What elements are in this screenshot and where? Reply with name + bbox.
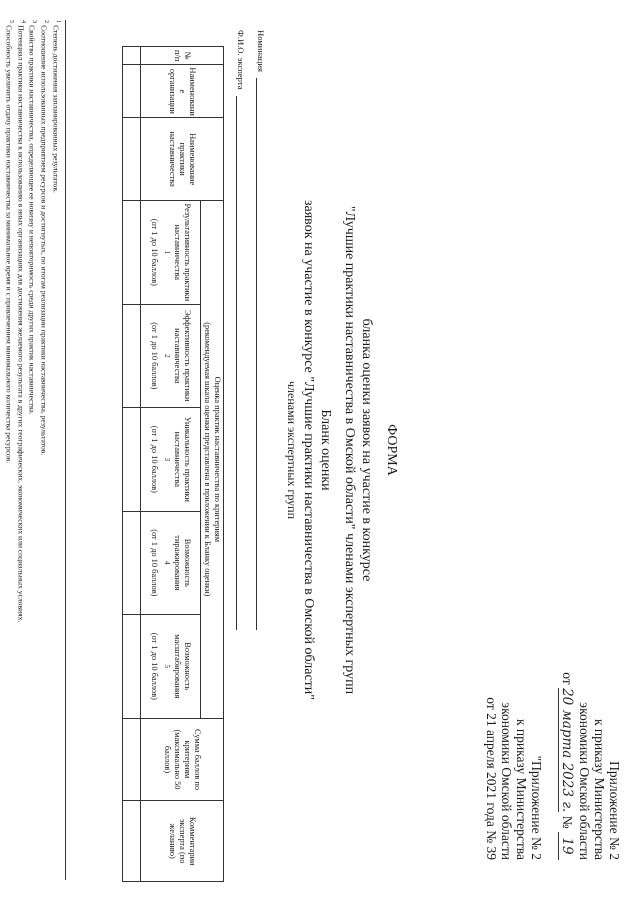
form-title-line1: ФОРМА [384,424,399,476]
appendix-new-date-row [558,590,575,860]
footnote-4-text: Потенциал практики наставничества к использованию в иных организациях для достижения желаемого результата в других географических, экономических или социальных условиях. [15,25,25,623]
criterion-1-scale: (от 1 до 10 баллов) [149,218,159,286]
criterion-2-name: Эффективность практики наставничества [173,310,193,402]
expert-line[interactable] [236,96,237,630]
number-prefix: № [560,815,575,829]
expert-label: Ф.И.О. эксперта [236,30,246,90]
footnote-2 [39,20,51,880]
appendix-old-line1: "Приложение № 2 [529,755,544,860]
blank-title-line1: Бланк оценки [318,409,333,491]
footnote-5-text: Способность увеличить отдачу практики наставничества за минимальное время и с привлечением минимального количества ресурсов. [4,25,14,464]
criterion-3-name: Уникальность практики наставничества [173,416,193,502]
footnote-3 [28,20,40,880]
form-title-line3: "Лучшие практики наставничества в Омской области" членами экспертных групп [342,205,357,695]
table-row [123,47,141,882]
criterion-1-sup: 1 [163,250,172,255]
footnote-1 [51,20,63,880]
criterion-4-name: Возможность тиражирования [173,535,193,591]
appendix-old [484,620,544,860]
evaluation-table [122,46,224,882]
nomination-line[interactable] [256,78,257,630]
blank-title-line2: заявок на участие в конкурсе "Лучшие практики наставничества в Омской области" [301,200,316,700]
form-title [341,130,400,770]
cell[interactable] [123,511,141,615]
criterion-4-sup: 4 [163,561,172,565]
form-title-line2: бланка оценки заявок на участие в конкурсе [359,318,374,582]
criterion-1-name: Результативность практики наставничества [173,203,193,302]
footnote-1-num: 1 [55,20,62,24]
nomination-row [256,30,270,630]
cell[interactable] [123,718,141,801]
header-practice: Наименование практики наставничества [141,118,224,201]
header-criterion-5 [141,615,201,719]
footnote-5 [4,20,16,880]
header-sum: Сумма баллов по критериям (максимально 50 баллов) [141,718,224,801]
cell[interactable] [123,201,141,305]
expert-row [236,30,250,630]
appendix-new [558,590,622,860]
header-criterion-3 [141,408,201,512]
header-comments: Комментарии эксперта (по желанию) [141,801,224,882]
footnote-2-num: 2 [43,20,51,24]
footnote-3-num: 3 [31,20,39,24]
criterion-3-scale: (от 1 до 10 баллов) [149,425,159,493]
blank-title-line3: членами экспертных групп [285,380,299,520]
header-criterion-1 [141,201,201,305]
handwritten-number: 19 [558,832,574,860]
criterion-4-scale: (от 1 до 10 баллов) [149,529,159,597]
footnote-5-num: 5 [7,20,15,24]
cell[interactable] [123,118,141,201]
appendix-old-line2: к приказу Министерства [514,718,529,860]
appendix-old-line3: экономики Омской области [499,702,514,860]
criterion-5-scale: (от 1 до 10 баллов) [149,632,159,700]
appendix-old-line4: от 21 апреля 2021 года № 39 [484,697,499,860]
cell[interactable] [123,801,141,882]
appendix-new-line3: экономики Омской области [577,702,592,860]
footnotes [4,20,66,880]
fields [236,30,270,630]
header-org: Наименовани е организации [141,65,224,118]
footnote-2-text: Соотношение использованных предприятием ресурсов и достигнутых, по итогам реализации практики наставничества, результатов. [39,25,49,456]
criterion-5-sup: 5 [163,664,172,669]
criteria-group-subtitle: (рекомендуемая шкала оценки представлена в приложении к Бланку оценки) [203,322,212,597]
header-criteria-group [201,201,224,719]
date-prefix: от [560,672,575,685]
cell[interactable] [123,304,141,408]
handwritten-date: 20 марта 2023 г. [559,688,575,813]
appendix-new-line2: к приказу Министерства [592,718,607,860]
nomination-label: Номинация [256,30,266,72]
blank-title [283,130,334,770]
criterion-2-sup: 2 [163,354,172,358]
cell[interactable] [123,615,141,719]
header-criterion-4 [141,511,201,615]
footnote-1-text: Степень достижения запланированных результатов. [51,25,61,193]
footnote-4 [16,20,28,880]
criteria-group-title: Оценка практик наставничества по критериям [213,376,222,542]
cell[interactable] [123,47,141,65]
criterion-3-sup: 3 [163,457,172,462]
header-criterion-2 [141,304,201,408]
header-num: № п/п [141,47,224,65]
footnote-3-text: Свойство практики наставничества, определяющее ее новизну и неповторимость среди других практик наставничества. [27,25,37,415]
footnote-4-num: 4 [19,20,27,24]
cell[interactable] [123,65,141,118]
criterion-2-scale: (от 1 до 10 баллов) [149,322,159,390]
appendix-new-line1: Приложение № 2 [607,761,622,860]
cell[interactable] [123,408,141,512]
criterion-5-name: Возможность масштабирования [173,634,193,699]
